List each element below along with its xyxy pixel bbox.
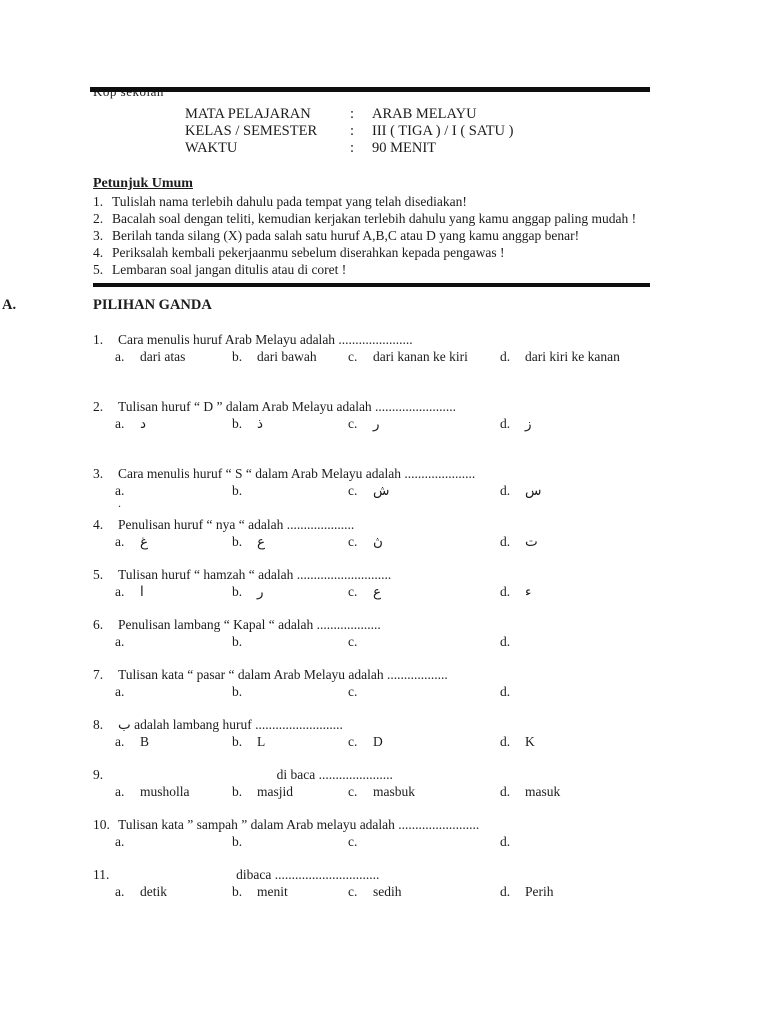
option-a — [115, 583, 232, 600]
option-d — [500, 683, 650, 700]
question-1 — [93, 331, 650, 365]
question-9 — [93, 766, 650, 800]
option-c — [348, 415, 500, 432]
option-key: c. — [348, 416, 358, 431]
meta-value: ARAB MELAYU — [372, 106, 477, 122]
instruction-text: Lembaran soal jangan ditulis atau di coret ! — [112, 262, 347, 277]
question-text: Tulisan kata “ pasar “ dalam Arab Melayu adalah .................. — [118, 667, 448, 682]
option-b — [232, 348, 348, 365]
option-value: ش — [373, 483, 390, 498]
option-c — [348, 683, 500, 700]
option-key: d. — [500, 534, 511, 549]
instructions-title: Petunjuk Umum — [93, 176, 193, 191]
question-text: ب adalah lambang huruf .......................... — [118, 717, 343, 732]
answer-options — [93, 482, 650, 499]
option-key: a. — [115, 416, 125, 431]
option-key: a. — [115, 584, 125, 599]
meta-colon: : — [350, 123, 355, 139]
option-d — [500, 783, 650, 800]
option-key: b. — [232, 884, 243, 899]
option-key: d. — [500, 734, 511, 749]
instruction-number: 5. — [93, 262, 104, 277]
answer-options — [93, 415, 650, 432]
instruction-number: 1. — [93, 194, 104, 209]
option-b — [232, 733, 348, 750]
answer-options — [93, 783, 650, 800]
instruction-number: 4. — [93, 245, 104, 260]
meta-label: WAKTU — [185, 140, 238, 156]
option-a — [115, 833, 232, 850]
option-value: menit — [257, 884, 288, 899]
option-key: b. — [232, 784, 243, 799]
option-d — [500, 883, 650, 900]
option-a — [115, 633, 232, 650]
meta-row-subject — [185, 106, 650, 123]
option-b — [232, 833, 348, 850]
option-key: a. — [115, 834, 125, 849]
option-value: dari bawah — [257, 349, 317, 364]
option-value: ز — [525, 416, 532, 431]
question-number: 7. — [93, 667, 104, 682]
option-b — [232, 683, 348, 700]
section-divider-rule — [93, 283, 650, 287]
option-value: D — [373, 734, 383, 749]
letterhead — [93, 84, 650, 104]
option-d — [500, 482, 650, 499]
option-key: d. — [500, 416, 511, 431]
option-key: a. — [115, 884, 125, 899]
option-key: d. — [500, 634, 511, 649]
option-key: b. — [232, 684, 243, 699]
section-title: PILIHAN GANDA — [93, 297, 212, 313]
option-value: sedih — [373, 884, 402, 899]
instruction-item — [93, 227, 650, 244]
option-value: ا — [140, 584, 144, 599]
option-key: a. — [115, 483, 125, 498]
option-value: masbuk — [373, 784, 415, 799]
option-value: masuk — [525, 784, 561, 799]
option-value: ڽ — [373, 534, 383, 549]
option-a — [115, 883, 232, 900]
option-key: b. — [232, 349, 243, 364]
option-value: ر — [257, 584, 264, 599]
question-text: Penulisan lambang “ Kapal “ adalah ................... — [118, 617, 381, 632]
question-number: 6. — [93, 617, 104, 632]
instruction-text: Tulislah nama terlebih dahulu pada tempat yang telah disediakan! — [112, 194, 467, 209]
question-11 — [93, 866, 650, 900]
option-d — [500, 833, 650, 850]
meta-value: III ( TIGA ) / I ( SATU ) — [372, 123, 514, 139]
option-key: d. — [500, 884, 511, 899]
option-d — [500, 733, 650, 750]
option-key: d. — [500, 834, 511, 849]
instruction-item — [93, 193, 650, 210]
question-6 — [93, 616, 650, 650]
option-d — [500, 415, 650, 432]
option-value: ء — [525, 584, 532, 599]
meta-row-class — [185, 123, 650, 140]
question-number: 10. — [93, 817, 110, 832]
answer-options — [93, 348, 650, 365]
option-key: d. — [500, 784, 511, 799]
question-number: 4. — [93, 517, 104, 532]
option-key: b. — [232, 416, 243, 431]
question-10 — [93, 816, 650, 850]
option-c — [348, 583, 500, 600]
question-text: Tulisan huruf “ D ” dalam Arab Melayu adalah ........................ — [118, 399, 457, 414]
option-value: غ — [140, 534, 149, 549]
meta-value: 90 MENIT — [372, 140, 437, 156]
meta-row-time — [185, 140, 650, 157]
option-value: ت — [525, 534, 538, 549]
option-value: dari kanan ke kiri — [373, 349, 468, 364]
meta-label: KELAS / SEMESTER — [185, 123, 318, 139]
option-d — [500, 533, 650, 550]
instruction-number: 3. — [93, 228, 104, 243]
question-text: dibaca ............................... — [118, 867, 380, 882]
question-number: 3. — [93, 466, 104, 481]
question-number: 2. — [93, 399, 104, 414]
question-text: Tulisan kata ” sampah ” dalam Arab melayu adalah ........................ — [118, 817, 480, 832]
option-c — [348, 533, 500, 550]
option-b — [232, 533, 348, 550]
answer-options — [93, 683, 650, 700]
meta-colon: : — [350, 140, 355, 156]
option-value: ذ — [257, 416, 264, 431]
question-8 — [93, 716, 650, 750]
option-key: b. — [232, 534, 243, 549]
stray-mark: . — [118, 496, 121, 510]
option-a — [115, 683, 232, 700]
option-a — [115, 733, 232, 750]
option-key: b. — [232, 834, 243, 849]
option-value: ر — [373, 416, 380, 431]
instruction-number: 2. — [93, 211, 104, 226]
option-c — [348, 633, 500, 650]
option-key: c. — [348, 483, 358, 498]
instruction-item — [93, 261, 650, 278]
option-c — [348, 733, 500, 750]
meta-colon: : — [350, 106, 355, 122]
option-a — [115, 533, 232, 550]
option-key: a. — [115, 734, 125, 749]
option-key: b. — [232, 734, 243, 749]
option-a — [115, 482, 232, 499]
option-key: d. — [500, 483, 511, 498]
option-a — [115, 783, 232, 800]
option-key: c. — [348, 784, 358, 799]
answer-options — [93, 733, 650, 750]
option-c — [348, 883, 500, 900]
instruction-text: Periksalah kembali pekerjaanmu sebelum diserahkan kepada pengawas ! — [112, 245, 505, 260]
question-2 — [93, 398, 650, 432]
option-key: a. — [115, 784, 125, 799]
answer-options — [93, 883, 650, 900]
option-b — [232, 633, 348, 650]
option-b — [232, 482, 348, 499]
question-number: 11. — [93, 867, 110, 882]
meta-label: MATA PELAJARAN — [185, 106, 311, 122]
option-key: c. — [348, 684, 358, 699]
question-4 — [93, 516, 650, 550]
option-value: Perih — [525, 884, 554, 899]
option-key: c. — [348, 884, 358, 899]
option-c — [348, 482, 500, 499]
question-3 — [93, 465, 650, 508]
option-value: musholla — [140, 784, 190, 799]
option-b — [232, 583, 348, 600]
option-key: d. — [500, 349, 511, 364]
option-key: b. — [232, 634, 243, 649]
instruction-text: Bacalah soal dengan teliti, kemudian kerjakan terlebih dahulu yang kamu anggap paling mudah ! — [112, 211, 637, 226]
instruction-item — [93, 210, 650, 227]
option-value: د — [140, 416, 147, 431]
option-key: a. — [115, 634, 125, 649]
option-value: masjid — [257, 784, 293, 799]
option-key: c. — [348, 349, 358, 364]
question-7 — [93, 666, 650, 700]
option-key: d. — [500, 584, 511, 599]
option-key: a. — [115, 534, 125, 549]
option-c — [348, 783, 500, 800]
option-key: a. — [115, 349, 125, 364]
option-b — [232, 883, 348, 900]
option-key: a. — [115, 684, 125, 699]
option-value: K — [525, 734, 535, 749]
question-number: 9. — [93, 767, 104, 782]
option-key: b. — [232, 584, 243, 599]
section-heading — [2, 297, 650, 314]
option-value: ع — [257, 534, 266, 549]
option-b — [232, 783, 348, 800]
question-text: Cara menulis huruf “ S “ dalam Arab Melayu adalah ..................... — [118, 466, 476, 481]
option-value: B — [140, 734, 150, 749]
question-5 — [93, 566, 650, 600]
question-text: di baca ...................... — [118, 767, 393, 782]
answer-options — [93, 583, 650, 600]
answer-options — [93, 633, 650, 650]
option-a — [115, 348, 232, 365]
question-text: Tulisan huruf “ hamzah “ adalah ............................ — [118, 567, 392, 582]
question-number: 1. — [93, 332, 104, 347]
option-key: c. — [348, 534, 358, 549]
option-value: ع — [373, 584, 382, 599]
option-key: c. — [348, 834, 358, 849]
section-letter: A. — [2, 297, 17, 313]
exam-meta — [185, 106, 650, 157]
option-value: detik — [140, 884, 167, 899]
question-number: 5. — [93, 567, 104, 582]
option-key: b. — [232, 483, 243, 498]
option-value: L — [257, 734, 266, 749]
option-value: dari kiri ke kanan — [525, 349, 620, 364]
question-text: Penulisan huruf “ nya “ adalah .................... — [118, 517, 355, 532]
option-key: d. — [500, 684, 511, 699]
option-c — [348, 833, 500, 850]
option-key: c. — [348, 734, 358, 749]
option-value: dari atas — [140, 349, 186, 364]
option-key: c. — [348, 584, 358, 599]
general-instructions — [93, 175, 650, 278]
question-text: Cara menulis huruf Arab Melayu adalah ...................... — [118, 332, 413, 347]
option-b — [232, 415, 348, 432]
option-c — [348, 348, 500, 365]
question-list — [93, 331, 650, 900]
answer-options — [93, 833, 650, 850]
option-d — [500, 583, 650, 600]
option-value: س — [525, 483, 542, 498]
instruction-item — [93, 244, 650, 261]
question-number: 8. — [93, 717, 104, 732]
instruction-text: Berilah tanda silang (X) pada salah satu huruf A,B,C atau D yang kamu anggap benar! — [112, 228, 580, 243]
option-a — [115, 415, 232, 432]
option-d — [500, 348, 650, 365]
option-key: c. — [348, 634, 358, 649]
top-rule — [90, 87, 650, 92]
answer-options — [93, 533, 650, 550]
option-d — [500, 633, 650, 650]
